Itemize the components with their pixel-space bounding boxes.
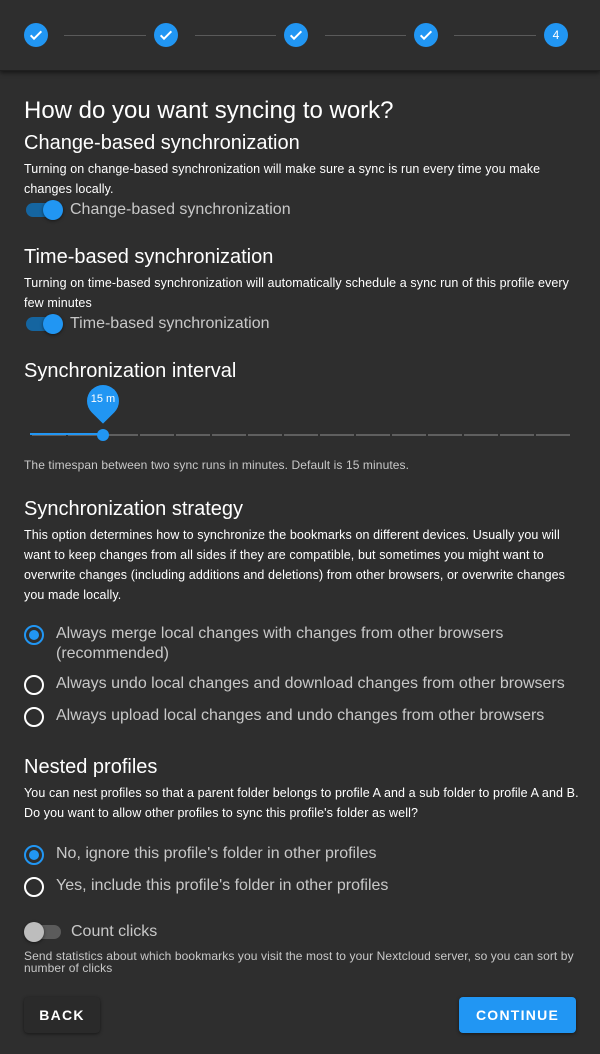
switch-thumb xyxy=(24,922,44,942)
step-connector xyxy=(64,35,146,36)
interval-heading: Synchronization interval xyxy=(24,360,237,382)
count-clicks-toggle-row[interactable] xyxy=(27,920,157,944)
strategy-option-download[interactable] xyxy=(24,674,584,695)
slider-tick xyxy=(428,434,462,436)
nested-heading: Nested profiles xyxy=(24,756,158,778)
slider-tick xyxy=(320,434,354,436)
slider-fill xyxy=(30,433,103,435)
change-sync-switch[interactable] xyxy=(26,203,60,217)
slider-tick xyxy=(212,434,246,436)
step-3-done-icon[interactable] xyxy=(284,23,308,47)
interval-description: The timespan between two sync runs in minutes. Default is 15 minutes. xyxy=(24,458,410,472)
slider-tick xyxy=(248,434,282,436)
slider-tick xyxy=(500,434,534,436)
step-number: 4 xyxy=(552,28,560,42)
radio-label: Always upload local changes and undo changes from other browsers xyxy=(56,707,545,724)
time-sync-switch[interactable] xyxy=(26,317,60,331)
slider-tick xyxy=(356,434,390,436)
slider-tick xyxy=(176,434,210,436)
page-title: How do you want syncing to work? xyxy=(24,97,394,124)
time-sync-heading: Time-based synchronization xyxy=(24,246,274,268)
slider-thumb[interactable] xyxy=(97,429,109,441)
step-connector xyxy=(325,35,406,36)
stepper xyxy=(0,0,600,71)
radio-button[interactable] xyxy=(24,707,44,727)
time-sync-toggle-label: Time-based synchronization xyxy=(70,315,270,332)
radio-label: Always undo local changes and download changes from other browsers xyxy=(56,675,565,692)
change-sync-toggle-row[interactable] xyxy=(26,198,291,222)
slider-tick xyxy=(536,434,570,436)
change-sync-description: Turning on change-based synchronization will make sure a sync is run every time you make changes locally. xyxy=(24,162,541,196)
radio-label: Always merge local changes with changes from other browsers (recommended) xyxy=(56,625,504,662)
step-2-done-icon[interactable] xyxy=(154,23,178,47)
switch-thumb xyxy=(43,314,63,334)
radio-label: No, ignore this profile's folder in other profiles xyxy=(56,845,377,862)
radio-button[interactable] xyxy=(24,675,44,695)
radio-label: Yes, include this profile's folder in other profiles xyxy=(56,877,389,894)
slider-tick xyxy=(464,434,498,436)
change-sync-heading: Change-based synchronization xyxy=(24,132,300,154)
slider-tick xyxy=(140,434,174,436)
step-connector xyxy=(195,35,276,36)
strategy-description: This option determines how to synchronize the bookmarks on different devices. Usually you will want to keep changes from all sides if they are compatible, but sometimes you might want to overwrite changes (including additions and deletions) from other browsers, or overwrite changes you made locally. xyxy=(24,528,566,602)
step-connector xyxy=(454,35,536,36)
step-current[interactable] xyxy=(544,23,568,47)
nested-option-ignore[interactable] xyxy=(24,844,584,865)
radio-button[interactable] xyxy=(24,877,44,897)
check-icon xyxy=(288,27,304,43)
step-4-done-icon[interactable] xyxy=(414,23,438,47)
step-1-done-icon[interactable] xyxy=(24,23,48,47)
slider-tick xyxy=(104,434,138,436)
continue-button[interactable]: CONTINUE xyxy=(459,997,576,1033)
strategy-option-merge[interactable] xyxy=(24,624,584,664)
check-icon xyxy=(158,27,174,43)
slider-tick xyxy=(392,434,426,436)
check-icon xyxy=(418,27,434,43)
radio-button[interactable] xyxy=(24,625,44,645)
time-sync-toggle-row[interactable] xyxy=(26,312,270,336)
strategy-heading: Synchronization strategy xyxy=(24,498,244,520)
slider-value-label: 15 m xyxy=(90,393,116,405)
nested-description: You can nest profiles so that a parent folder belongs to profile A and a sub folder to profile A and B. Do you want to allow other profiles to sync this profile's folder as well? xyxy=(24,786,579,820)
slider-tick xyxy=(284,434,318,436)
count-clicks-switch[interactable] xyxy=(27,925,61,939)
count-clicks-description: Send statistics about which bookmarks you visit the most to your Nextcloud server, so you can sort by number of clicks xyxy=(24,949,574,975)
radio-button[interactable] xyxy=(24,845,44,865)
change-sync-toggle-label: Change-based synchronization xyxy=(70,201,291,218)
time-sync-description: Turning on time-based synchronization will automatically schedule a sync run of this profile every few minutes xyxy=(24,276,570,310)
count-clicks-toggle-label: Count clicks xyxy=(71,923,158,940)
strategy-option-upload[interactable] xyxy=(24,706,584,727)
nested-option-include[interactable] xyxy=(24,876,584,897)
back-button[interactable]: BACK xyxy=(24,997,100,1033)
switch-thumb xyxy=(43,200,63,220)
check-icon xyxy=(28,27,44,43)
interval-slider[interactable] xyxy=(30,393,570,450)
